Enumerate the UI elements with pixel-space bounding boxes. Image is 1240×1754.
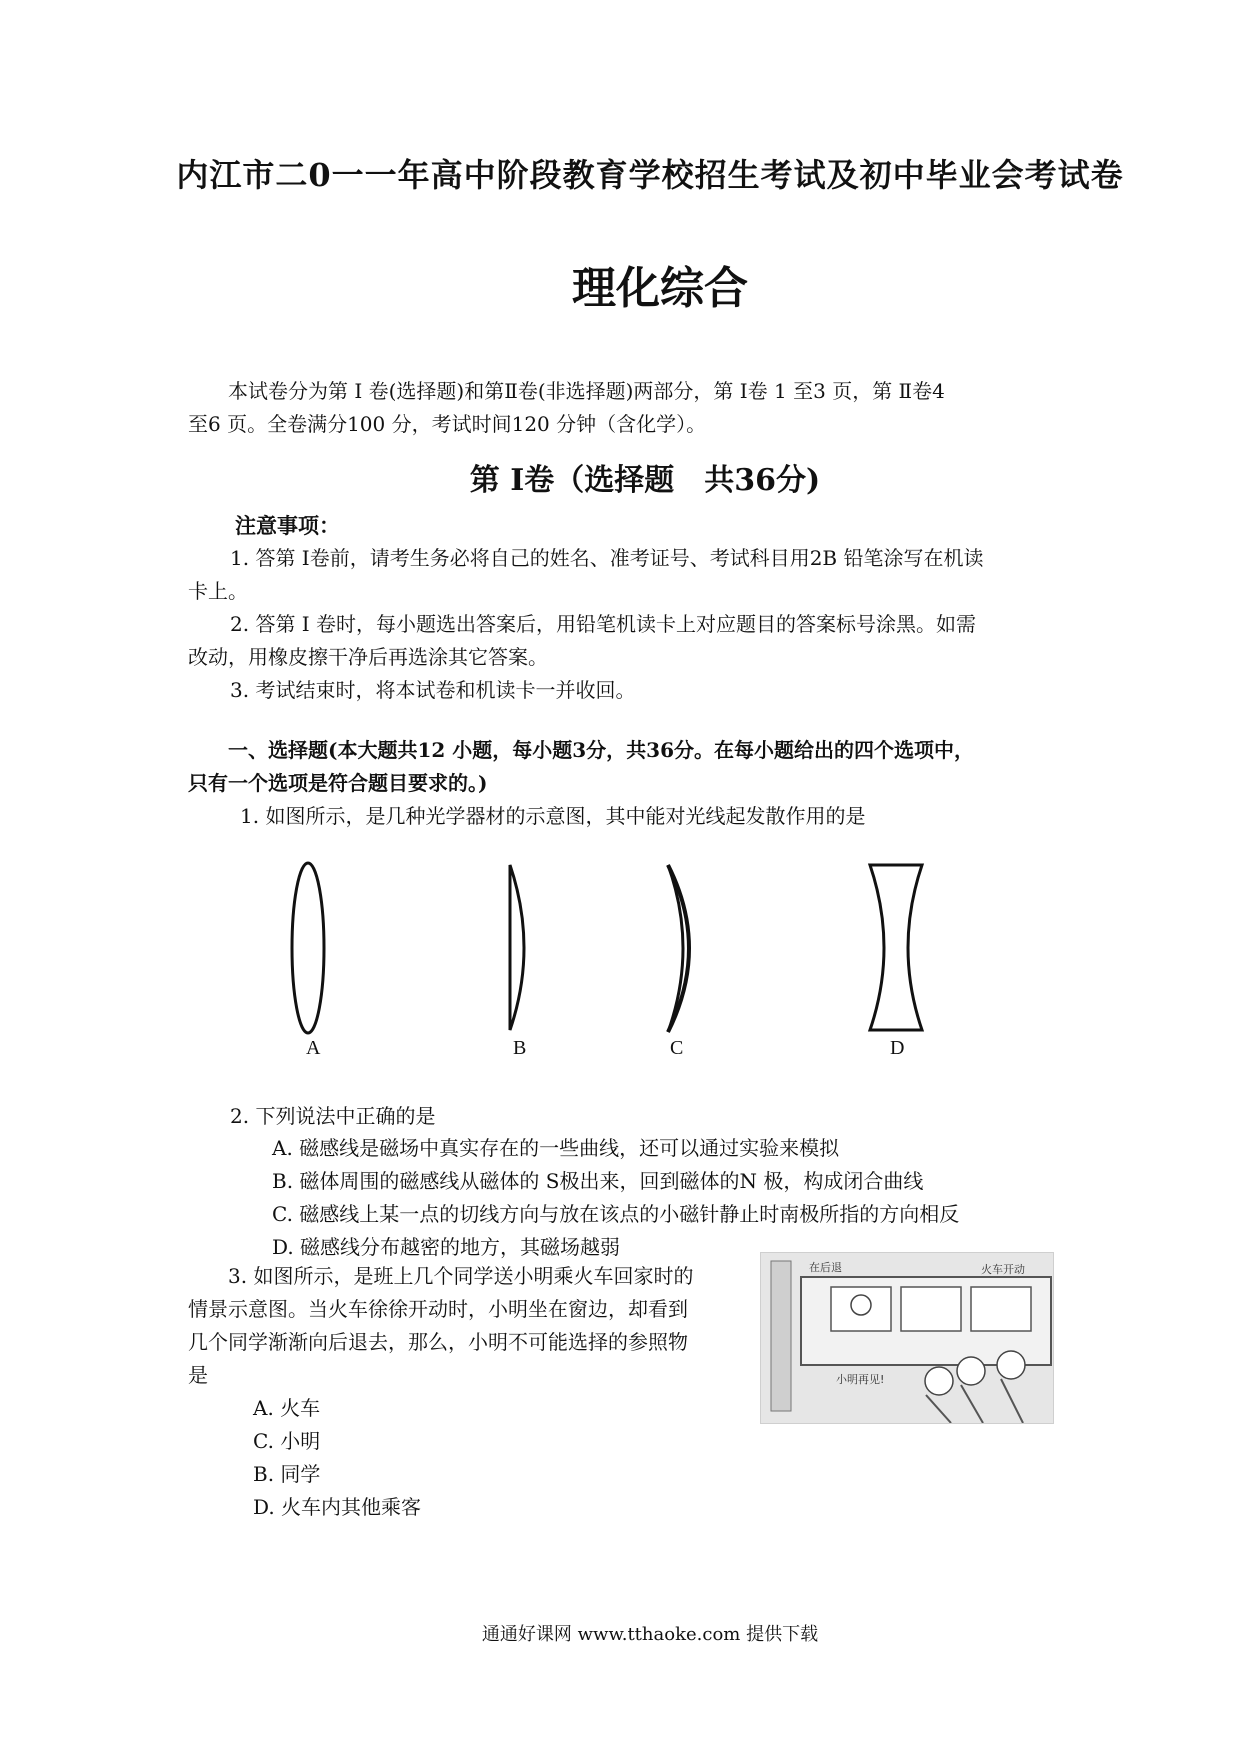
note-1-line-1: 1. 答第 Ⅰ卷前，请考生务必将自己的姓名、准考证号、考试科目用2B 铅笔涂写在机读 <box>230 546 984 570</box>
question-3-stem <box>188 1260 748 1392</box>
question-2-option-d: D. 磁感线分布越密的地方，其磁场越弱 <box>272 1235 621 1259</box>
lens-label-d: D <box>890 1037 905 1059</box>
lens-b-icon <box>510 865 524 1030</box>
exam-title: 内江市二0一一年高中阶段教育学校招生考试及初中毕业会考试卷 <box>176 156 1124 194</box>
lens-label-c: C <box>670 1037 684 1059</box>
train-scene-drawing <box>761 1253 1053 1423</box>
question-3-option-1: A. 火车 <box>253 1396 321 1420</box>
scene-text-train-moving: 火车开动 <box>981 1263 1025 1276</box>
question-3-line-3: 几个同学渐渐向后退去，那么，小明不可能选择的参照物 <box>188 1330 688 1354</box>
question-2-option-a: A. 磁感线是磁场中真实存在的一些曲线，还可以通过实验来模拟 <box>272 1136 840 1160</box>
part-one-line-2: 只有一个选项是符合题目要求的。) <box>188 771 488 795</box>
question-3-line-4: 是 <box>188 1363 208 1387</box>
lens-diagram <box>270 860 960 1040</box>
question-2-stem: 2. 下列说法中正确的是 <box>230 1104 436 1128</box>
question-3-option-2: C. 小明 <box>253 1429 321 1453</box>
note-1-line-2: 卡上。 <box>188 579 248 603</box>
note-2-line-1: 2. 答第 Ⅰ 卷时，每小题选出答案后，用铅笔机读卡上对应题目的答案标号涂黑。如需 <box>230 612 977 636</box>
note-2-line-2: 改动，用橡皮擦干净后再选涂其它答案。 <box>188 645 548 669</box>
question-3-line-1: 3. 如图所示，是班上几个同学送小明乘火车回家时的 <box>228 1264 694 1288</box>
footer-credit: 通通好课网 www.tthaoke.com 提供下载 <box>481 1624 819 1645</box>
exam-intro <box>188 375 1058 441</box>
question-3-line-2: 情景示意图。当火车徐徐开动时，小明坐在窗边，却看到 <box>188 1297 688 1321</box>
notes-title: 注意事项： <box>235 513 340 538</box>
notes-list <box>188 542 1058 707</box>
lens-label-a: A <box>306 1037 321 1059</box>
section-title: 第 Ⅰ卷（选择题 共36分) <box>469 463 821 498</box>
part-one-line-1: 一、选择题(本大题共12 小题，每小题3分，共36分。在每小题给出的四个选项中， <box>228 738 975 762</box>
lens-label-b: B <box>513 1037 527 1059</box>
subject-title: 理化综合 <box>572 263 748 314</box>
question-3-option-3: B. 同学 <box>253 1462 321 1486</box>
intro-line-1: 本试卷分为第 Ⅰ 卷(选择题)和第Ⅱ卷(非选择题)两部分，第 Ⅰ卷 1 至3 页，第 Ⅱ卷4 <box>228 379 945 403</box>
question-2-option-c: C. 磁感线上某一点的切线方向与放在该点的小磁针静止时南极所指的方向相反 <box>272 1202 960 1226</box>
scene-text-backward: 在后退 <box>809 1261 842 1274</box>
question-1-stem: 1. 如图所示，是几种光学器材的示意图，其中能对光线起发散作用的是 <box>240 804 866 828</box>
question-3-option-4: D. 火车内其他乘客 <box>253 1495 422 1519</box>
part-one-instructions <box>188 734 1068 800</box>
scene-text-goodbye: 小明再见! <box>836 1373 885 1386</box>
lens-d-icon <box>870 865 922 1030</box>
lens-a-icon <box>292 863 324 1033</box>
note-3: 3. 考试结束时，将本试卷和机读卡一并收回。 <box>230 678 636 702</box>
intro-line-2: 至6 页。全卷满分100 分，考试时间120 分钟（含化学）。 <box>188 412 707 436</box>
train-scene-image <box>760 1252 1054 1424</box>
question-2-option-b: B. 磁体周围的磁感线从磁体的 S极出来，回到磁体的N 极，构成闭合曲线 <box>272 1169 924 1193</box>
